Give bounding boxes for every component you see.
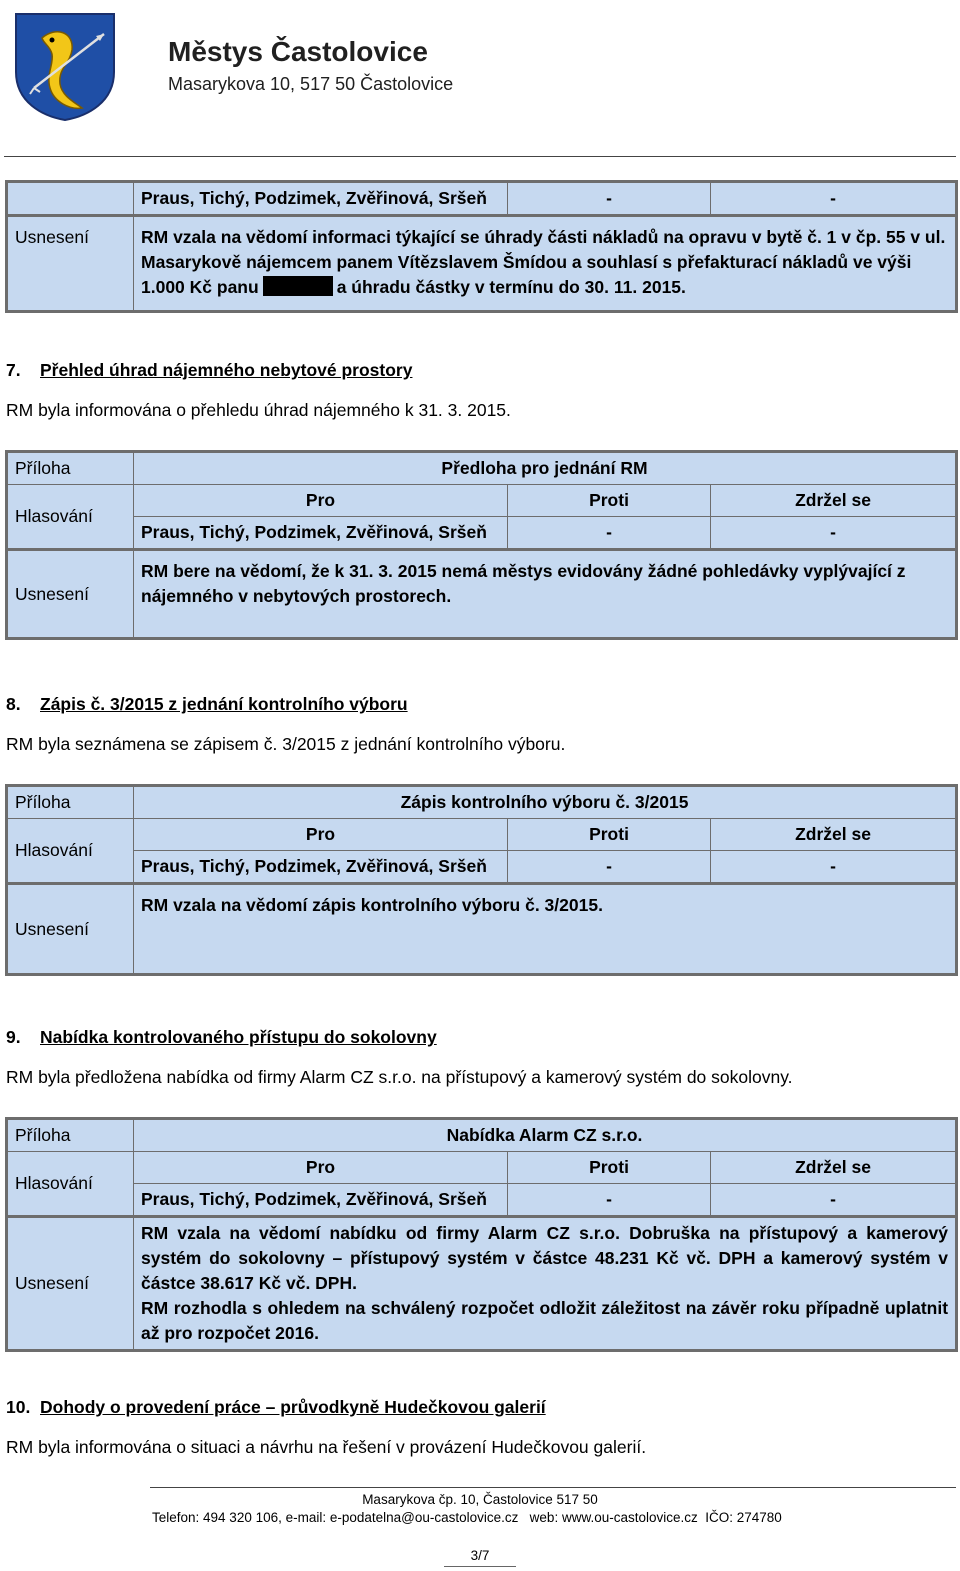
section-number: 9. <box>6 1027 21 1047</box>
resolution-text-part2: a úhradu částky v termínu do 30. 11. 2015. <box>336 277 686 297</box>
vote-for-names: Praus, Tichý, Podzimek, Zvěřinová, Sršeň <box>134 1184 508 1217</box>
vote-against-value: - <box>508 1184 711 1217</box>
resolution-label: Usnesení <box>7 884 134 975</box>
resolution-text <box>134 216 957 312</box>
redacted-name-block <box>263 276 333 296</box>
voting-label: Hlasování <box>7 819 134 884</box>
label-cell-empty <box>7 182 134 216</box>
section-7-intro: RM byla informována o přehledu úhrad nájemného k 31. 3. 2015. <box>6 400 511 420</box>
section-9-table <box>5 1117 958 1352</box>
vote-abstain-value: - <box>711 851 957 884</box>
resolution-text: RM bere na vědomí, že k 31. 3. 2015 nemá městys evidovány žádné pohledávky vyplývající z nájemného v nebytových prostorech. <box>134 550 957 639</box>
vote-abstain-header: Zdržel se <box>711 819 957 851</box>
vote-abstain-value: - <box>711 182 957 216</box>
vote-for-header: Pro <box>134 819 508 851</box>
vote-against-value: - <box>508 182 711 216</box>
coat-of-arms-logo <box>12 10 118 122</box>
footer-contacts: Telefon: 494 320 106, e-mail: e-podatelna@ou-castolovice.cz web: www.ou-castolovice.cz IČO: 274780 <box>152 1510 782 1525</box>
section-title: Přehled úhrad nájemného nebytové prostory <box>40 360 413 380</box>
attachment-label: Příloha <box>7 786 134 819</box>
footer-address: Masarykova čp. 10, Častolovice 517 50 <box>362 1492 598 1507</box>
page-header <box>0 0 960 160</box>
section-9-intro: RM byla předložena nabídka od firmy Alarm CZ s.r.o. na přístupový a kamerový systém do sokolovny. <box>6 1067 793 1087</box>
vote-abstain-header: Zdržel se <box>711 1152 957 1184</box>
vote-for-names: Praus, Tichý, Podzimek, Zvěřinová, Sršeň <box>134 182 508 216</box>
page-number: 3/7 <box>470 1548 490 1563</box>
vote-for-names: Praus, Tichý, Podzimek, Zvěřinová, Sršeň <box>134 851 508 884</box>
town-name: Městys Častolovice <box>168 36 428 67</box>
section-number: 7. <box>6 360 21 380</box>
attachment-value: Zápis kontrolního výboru č. 3/2015 <box>134 786 957 819</box>
resolution-text: RM vzala na vědomí zápis kontrolního výboru č. 3/2015. <box>134 884 957 975</box>
section-10-heading <box>6 1397 546 1418</box>
section-7-table <box>5 450 958 640</box>
section-title: Zápis č. 3/2015 z jednání kontrolního výboru <box>40 694 408 714</box>
vote-abstain-value: - <box>711 517 957 550</box>
attachment-label: Příloha <box>7 452 134 485</box>
town-address: Masarykova 10, 517 50 Častolovice <box>168 74 454 94</box>
resolution-text <box>134 1217 957 1351</box>
vote-for-names: Praus, Tichý, Podzimek, Zvěřinová, Sršeň <box>134 517 508 550</box>
section-number: 8. <box>6 694 21 714</box>
vote-against-header: Proti <box>508 819 711 851</box>
resolution-label: Usnesení <box>7 550 134 639</box>
voting-label: Hlasování <box>7 1152 134 1217</box>
voting-label: Hlasování <box>7 485 134 550</box>
section-number: 10. <box>6 1397 31 1417</box>
section-7-heading <box>6 360 412 381</box>
page-number-underline <box>444 1566 516 1567</box>
vote-against-header: Proti <box>508 485 711 517</box>
section-8-table <box>5 784 958 976</box>
attachment-value: Nabídka Alarm CZ s.r.o. <box>134 1119 957 1152</box>
section-title: Dohody o provedení práce – průvodkyně Hudečkovou galerií <box>40 1397 546 1417</box>
section-title: Nabídka kontrolovaného přístupu do sokolovny <box>40 1027 437 1047</box>
vote-for-header: Pro <box>134 1152 508 1184</box>
resolution-label: Usnesení <box>7 1217 134 1351</box>
attachment-value: Předloha pro jednání RM <box>134 452 957 485</box>
footer-divider <box>150 1487 956 1488</box>
attachment-label: Příloha <box>7 1119 134 1152</box>
resolution-text-part1: RM vzala na vědomí informaci týkající se úhrady části nákladů na opravu v bytě č. 1 v čp. 55 v ul. Masarykově nájemcem panem Vítězslavem Šmídou a souhlasí s přefakturací nákladů ve výši 1.000 Kč panu <box>141 227 946 297</box>
vote-against-value: - <box>508 517 711 550</box>
section-8-heading <box>6 694 408 715</box>
vote-against-header: Proti <box>508 1152 711 1184</box>
header-divider <box>4 156 956 157</box>
section-8-intro: RM byla seznámena se zápisem č. 3/2015 z jednání kontrolního výboru. <box>6 734 566 754</box>
vote-for-header: Pro <box>134 485 508 517</box>
section-10-intro: RM byla informována o situaci a návrhu na řešení v provázení Hudečkovou galerií. <box>6 1437 647 1457</box>
vote-table-previous <box>5 180 958 313</box>
resolution-paragraph-1: RM vzala na vědomí nabídku od firmy Alarm CZ s.r.o. Dobruška na přístupový a kamerový systém do sokolovny – přístupový systém v částce 48.231 Kč vč. DPH a kamerový systém v částce 38.617 Kč vč. DPH. <box>141 1223 949 1293</box>
vote-against-value: - <box>508 851 711 884</box>
resolution-paragraph-2: RM rozhodla s ohledem na schválený rozpočet odložit záležitost na závěr roku případně uplatnit až pro rozpočet 2016. <box>141 1298 949 1343</box>
vote-abstain-value: - <box>711 1184 957 1217</box>
vote-abstain-header: Zdržel se <box>711 485 957 517</box>
resolution-label: Usnesení <box>7 216 134 312</box>
section-9-heading <box>6 1027 437 1048</box>
